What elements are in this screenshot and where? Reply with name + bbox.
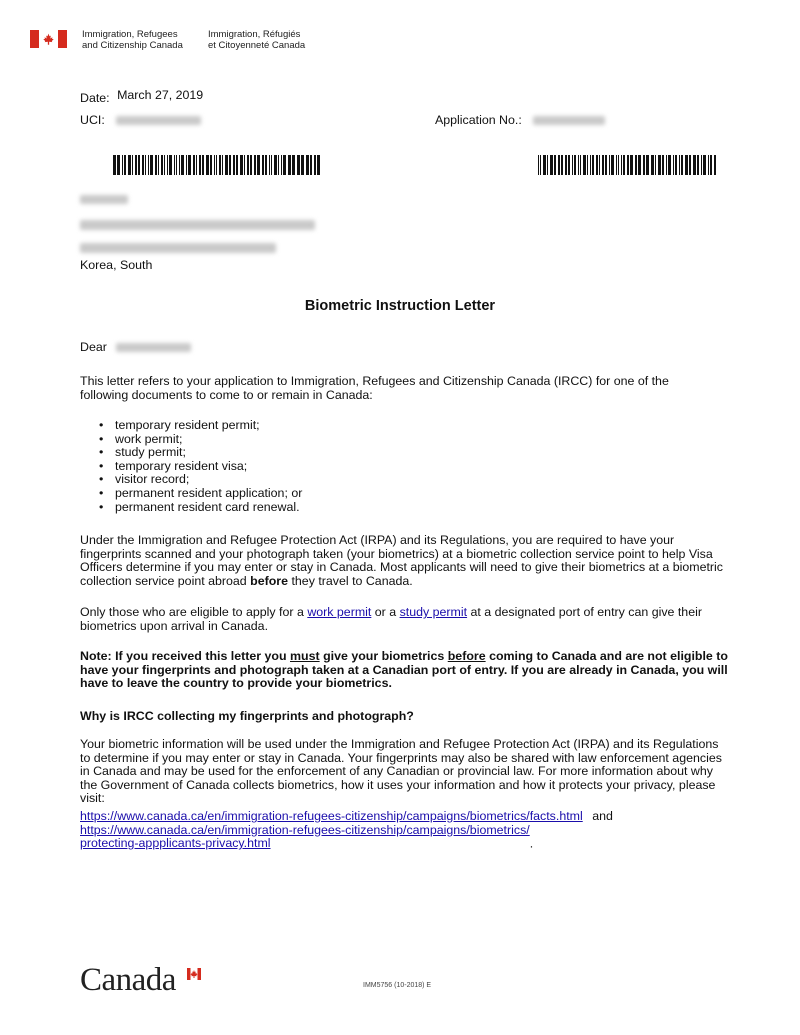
department-name-english: Immigration, Refugees and Citizenship Canada bbox=[82, 29, 183, 51]
note-paragraph: Note: If you received this letter you must give your biometrics before coming to Canada and are not eligible to have your fingerprints and photograph taken at a Canadian port of entry. If you are already in Canada, you will have to leave the country to provide your biometrics. bbox=[80, 649, 728, 691]
form-code: IMM5756 (10-2018) E bbox=[363, 982, 432, 989]
document-list-item: • permanent resident card renewal. bbox=[95, 501, 495, 515]
document-list-item: • temporary resident visa; bbox=[95, 460, 495, 474]
work-permit-link[interactable]: work permit bbox=[307, 605, 372, 619]
intro-paragraph: This letter refers to your application to Immigration, Refugees and Citizenship Canada (IRCC) for one of the following documents to come to or remain in Canada: bbox=[80, 374, 669, 402]
department-name-french: Immigration, Réfugiés et Citoyenneté Canada bbox=[208, 29, 306, 51]
application-label: Application No.: bbox=[435, 113, 522, 127]
address-line-redacted bbox=[80, 243, 276, 253]
letter-title: Biometric Instruction Letter bbox=[304, 298, 496, 314]
document-list bbox=[95, 419, 495, 514]
eligibility-paragraph: Only those who are eligible to apply for a work permit or a study permit at a designated port of entry can give their biometrics upon arrival in Canada. bbox=[80, 605, 702, 633]
canada-wordmark-logo: Canada bbox=[80, 962, 176, 999]
privacy-link[interactable]: https://www.canada.ca/en/immigration-refugees-citizenship/campaigns/biometrics/ protecting-appplicants-privacy.html bbox=[80, 822, 530, 851]
salutation: Dear bbox=[80, 341, 191, 355]
canada-flag-logo bbox=[30, 30, 67, 48]
recipient-name-redacted bbox=[116, 343, 191, 352]
maple-leaf-icon bbox=[42, 33, 55, 46]
uci-value-redacted bbox=[116, 116, 201, 125]
address-block bbox=[80, 191, 315, 273]
date-value: March 27, 2019 bbox=[117, 88, 204, 102]
wordmark-flag-icon bbox=[187, 968, 201, 980]
address-line-redacted bbox=[80, 220, 315, 230]
uci-label: UCI: bbox=[80, 113, 105, 127]
biometrics-facts-link[interactable]: https://www.canada.ca/en/immigration-refugees-citizenship/campaigns/biometrics/facts.html bbox=[80, 809, 583, 823]
uci-barcode bbox=[113, 155, 325, 175]
document-list-item: • temporary resident permit; bbox=[95, 419, 495, 433]
document-list-item: • study permit; bbox=[95, 446, 495, 460]
application-barcode bbox=[538, 155, 718, 175]
date-label: Date: bbox=[80, 91, 110, 105]
application-value-redacted bbox=[533, 116, 605, 125]
uci-row bbox=[80, 113, 201, 127]
links-block: https://www.canada.ca/en/immigration-refugees-citizenship/campaigns/biometrics/facts.html and https://www.canada.ca/en/immigration-refugees-citizenship/campaigns/biometrics/ protecting-appplicants-privacy.html . bbox=[80, 809, 613, 851]
study-permit-link[interactable]: study permit bbox=[399, 605, 468, 619]
document-list-item: • visitor record; bbox=[95, 473, 495, 487]
address-line-redacted bbox=[80, 195, 128, 204]
irpa-paragraph: Under the Immigration and Refugee Protection Act (IRPA) and its Regulations, you are required to have your fingerprints scanned and your photograph taken (your biometrics) at a biometric collection service point to help Visa Officers determine if you may enter or stay in Canada. Most applicants will need to give their biometrics at a biometric collection service point abroad before they travel to Canada. bbox=[80, 533, 723, 588]
date-row bbox=[80, 88, 204, 105]
application-row bbox=[435, 113, 605, 127]
document-list-item: • permanent resident application; or bbox=[95, 487, 495, 501]
address-country: Korea, South bbox=[80, 258, 153, 272]
why-paragraph: Your biometric information will be used under the Immigration and Refugee Protection Act (IRPA) and its Regulations to determine if you may enter or stay in Canada. Your fingerprints may also be shared with law enforcement agencies in Canada and may be used for the enforcement of any Canadian or provincial law. For more information about why the Government of Canada collects biometrics, how it uses your information and how it protects your privacy, please visit: bbox=[80, 737, 722, 806]
document-list-item: • work permit; bbox=[95, 433, 495, 447]
why-heading: Why is IRCC collecting my fingerprints and photograph? bbox=[80, 709, 414, 723]
